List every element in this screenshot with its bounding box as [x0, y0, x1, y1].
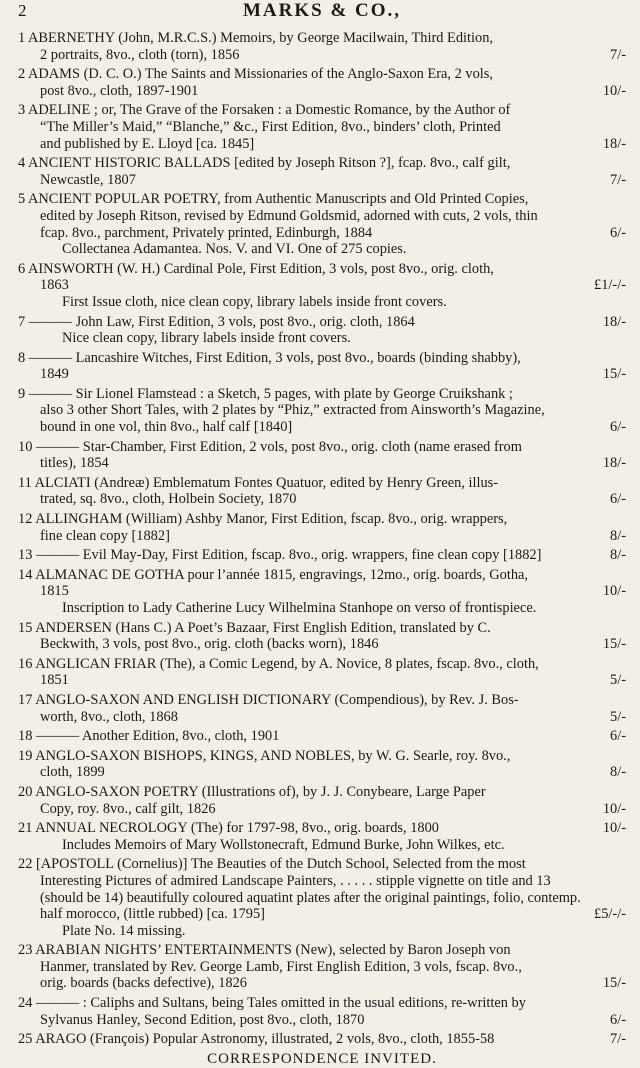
page-title: MARKS & CO., — [242, 0, 402, 21]
entry-heading: 20 ANGLO-SAXON POETRY (Illustrations of), by J. J. Conybeare, Large Paper — [18, 783, 486, 800]
list-item — [18, 439, 626, 472]
entry-price: 15/- — [602, 636, 626, 653]
entry-price: 6/- — [610, 491, 626, 508]
page-header — [18, 0, 626, 30]
entry-continuation: 1863 — [40, 277, 69, 294]
list-item — [18, 784, 626, 817]
list-item — [18, 620, 626, 653]
entry-price: 7/- — [610, 1031, 626, 1048]
entry-continuation: Interesting Pictures of admired Landscape Painters, . . . . . stipple vignette on title and 13 — [40, 872, 551, 889]
list-item — [18, 191, 626, 257]
list-item — [18, 314, 626, 347]
entry-price: 15/- — [602, 366, 626, 383]
entry-price: 8/- — [610, 764, 626, 781]
entry-continuation: edited by Joseph Ritson, revised by Edmund Goldsmid, adorned with cuts, 2 vols, thin — [40, 207, 538, 224]
entry-continuation: fine clean copy [1882] — [40, 527, 170, 544]
entry-heading: 6 AINSWORTH (W. H.) Cardinal Pole, First Edition, 3 vols, post 8vo., orig. cloth, — [18, 260, 494, 277]
list-item — [18, 511, 626, 544]
entry-price: 8/- — [610, 527, 626, 544]
entry-heading: 21 ANNUAL NECROLOGY (The) for 1797-98, 8vo., orig. boards, 1800 — [18, 820, 440, 837]
entry-continuation: 1851 — [40, 672, 69, 689]
entry-heading: 25 ARAGO (François) Popular Astronomy, illustrated, 2 vols, 8vo., cloth, 1855-58 — [18, 1031, 495, 1048]
entry-continuation: orig. boards (backs defective), 1826 — [40, 975, 247, 992]
entry-price: £1/-/- — [594, 277, 626, 294]
entry-heading: 15 ANDERSEN (Hans C.) A Poet’s Bazaar, First English Edition, translated by C. — [18, 619, 491, 636]
entry-continuation: bound in one vol, thin 8vo., half calf [1840] — [40, 419, 293, 436]
list-item — [18, 728, 626, 745]
entry-note: Inscription to Lady Catherine Lucy Wilhelmina Stanhope on verso of frontispiece. — [62, 600, 537, 616]
entry-continuation: Newcastle, 1807 — [40, 171, 136, 188]
entry-heading: 12 ALLINGHAM (William) Ashby Manor, First Edition, fscap. 8vo., orig. wrappers, — [18, 511, 508, 528]
entry-heading: 8 ——— Lancashire Witches, First Edition, 3 vols, post 8vo., boards (binding shabby), — [18, 349, 521, 366]
entry-price: 7/- — [610, 171, 626, 188]
list-item — [18, 30, 626, 63]
entry-price: 18/- — [602, 313, 626, 330]
entry-price: 18/- — [602, 455, 626, 472]
entry-heading: 18 ——— Another Edition, 8vo., cloth, 1901 — [18, 728, 280, 745]
entry-note: Collectanea Adamantea. Nos. V. and VI. One of 275 copies. — [62, 241, 407, 258]
list-item — [18, 748, 626, 781]
entry-continuation: (should be 14) beautifully coloured aquatint plates after the original paintings, folio, contemp. — [40, 889, 581, 906]
list-item — [18, 350, 626, 383]
list-item — [18, 102, 626, 152]
entry-note: Plate No. 14 missing. — [62, 922, 186, 939]
entry-heading: 23 ARABIAN NIGHTS’ ENTERTAINMENTS (New), selected by Baron Joseph von — [18, 942, 511, 959]
entry-continuation: 1815 — [40, 583, 69, 600]
entry-price: 5/- — [610, 708, 626, 725]
list-item — [18, 995, 626, 1028]
list-item — [18, 567, 626, 617]
list-item — [18, 1031, 626, 1048]
entry-price: 7/- — [610, 46, 626, 63]
entry-price: 5/- — [610, 672, 626, 689]
entry-heading: 3 ADELINE ; or, The Grave of the Forsaken : a Domestic Romance, by the Author of — [18, 102, 511, 119]
entry-continuation: half morocco, (little rubbed) [ca. 1795] — [40, 906, 265, 923]
entry-continuation: cloth, 1899 — [40, 764, 105, 781]
entry-continuation: worth, 8vo., cloth, 1868 — [40, 708, 178, 725]
list-item — [18, 856, 626, 939]
entry-continuation: Beckwith, 3 vols, post 8vo., orig. cloth (backs worn), 1846 — [40, 636, 379, 653]
footer-note: CORRESPONDENCE INVITED. — [207, 1050, 437, 1067]
entry-heading: 11 ALCIATI (Andreæ) Emblematum Fontes Quatuor, edited by Henry Green, illus- — [18, 474, 499, 491]
entry-list — [18, 30, 626, 1048]
entry-continuation: Sylvanus Hanley, Second Edition, post 8vo., cloth, 1870 — [40, 1011, 365, 1028]
entry-price: £5/-/- — [594, 906, 626, 923]
list-item — [18, 261, 626, 311]
entry-continuation: Hanmer, translated by Rev. George Lamb, First English Edition, 3 vols, fscap. 8vo., — [40, 958, 522, 975]
list-item — [18, 155, 626, 188]
entry-price: 6/- — [610, 224, 626, 241]
entry-price: 6/- — [610, 1011, 626, 1028]
entry-continuation: Copy, roy. 8vo., calf gilt, 1826 — [40, 800, 216, 817]
entry-heading: 16 ANGLICAN FRIAR (The), a Comic Legend, by A. Novice, 8 plates, fscap. 8vo., cloth, — [18, 655, 539, 672]
entry-continuation: also 3 other Short Tales, with 2 plates by “Phiz,” extracted from Ainsworth’s Magazine, — [40, 402, 545, 419]
entry-note: Includes Memoirs of Mary Wollstonecraft, Edmund Burke, John Wilkes, etc. — [62, 836, 505, 853]
entry-heading: 1 ABERNETHY (John, M.R.C.S.) Memoirs, by George Macilwain, Third Edition, — [18, 30, 493, 46]
list-item — [18, 386, 626, 436]
entry-heading: 7 ——— John Law, First Edition, 3 vols, post 8vo., orig. cloth, 1864 — [18, 313, 415, 330]
entry-heading: 14 ALMANAC DE GOTHA pour l’année 1815, engravings, 12mo., orig. boards, Gotha, — [18, 566, 528, 583]
list-item — [18, 692, 626, 725]
entry-note: First Issue cloth, nice clean copy, library labels inside front covers. — [62, 293, 447, 310]
entry-heading: 10 ——— Star-Chamber, First Edition, 2 vols, post 8vo., orig. cloth (name erased from — [18, 438, 522, 455]
entry-price: 18/- — [602, 135, 626, 152]
entry-continuation: fcap. 8vo., parchment, Privately printed, Edinburgh, 1884 — [40, 224, 373, 241]
entry-heading: 19 ANGLO-SAXON BISHOPS, KINGS, AND NOBLES, by W. G. Searle, roy. 8vo., — [18, 747, 511, 764]
entry-continuation: “The Miller’s Maid,” “Blanche,” &c., First Edition, 8vo., binders’ cloth, Printed — [40, 118, 501, 135]
entry-heading: 13 ——— Evil May-Day, First Edition, fscap. 8vo., orig. wrappers, fine clean copy [1882] — [18, 547, 542, 564]
entry-price: 10/- — [602, 800, 626, 817]
entry-price: 6/- — [610, 728, 626, 745]
list-item — [18, 942, 626, 992]
entry-price: 10/- — [602, 82, 626, 99]
entry-continuation: trated, sq. 8vo., cloth, Holbein Society, 1870 — [40, 491, 297, 508]
entry-heading: 24 ——— : Caliphs and Sultans, being Tales omitted in the usual editions, re-written by — [18, 995, 526, 1012]
page-number: 2 — [18, 1, 28, 20]
list-item — [18, 656, 626, 689]
entry-price: 15/- — [602, 975, 626, 992]
entry-heading: 17 ANGLO-SAXON AND ENGLISH DICTIONARY (Compendious), by Rev. J. Bos- — [18, 691, 519, 708]
entry-heading: 5 ANCIENT POPULAR POETRY, from Authentic Manuscripts and Old Printed Copies, — [18, 191, 529, 208]
entry-note: Nice clean copy, library labels inside front covers. — [62, 330, 351, 347]
list-item — [18, 547, 626, 564]
list-item — [18, 475, 626, 508]
entry-heading: 2 ADAMS (D. C. O.) The Saints and Missionaries of the Anglo-Saxon Era, 2 vols, — [18, 66, 493, 83]
entry-heading: 9 ——— Sir Lionel Flamstead : a Sketch, 5 pages, with plate by George Cruikshank ; — [18, 385, 513, 402]
entry-continuation: post 8vo., cloth, 1897-1901 — [40, 82, 199, 99]
entry-price: 10/- — [602, 820, 626, 837]
list-item — [18, 66, 626, 99]
entry-heading: 4 ANCIENT HISTORIC BALLADS [edited by Joseph Ritson ?], fcap. 8vo., calf gilt, — [18, 155, 511, 172]
entry-continuation: 2 portraits, 8vo., cloth (torn), 1856 — [40, 46, 240, 63]
entry-continuation: 1849 — [40, 366, 69, 383]
entry-price: 8/- — [610, 547, 626, 564]
entry-price: 6/- — [610, 419, 626, 436]
entry-heading: 22 [APOSTOLL (Cornelius)] The Beauties of the Dutch School, Selected from the most — [18, 856, 526, 873]
entry-price: 10/- — [602, 583, 626, 600]
entry-continuation: titles), 1854 — [40, 455, 109, 472]
entry-continuation: and published by E. Lloyd [ca. 1845] — [40, 135, 255, 152]
list-item — [18, 820, 626, 853]
